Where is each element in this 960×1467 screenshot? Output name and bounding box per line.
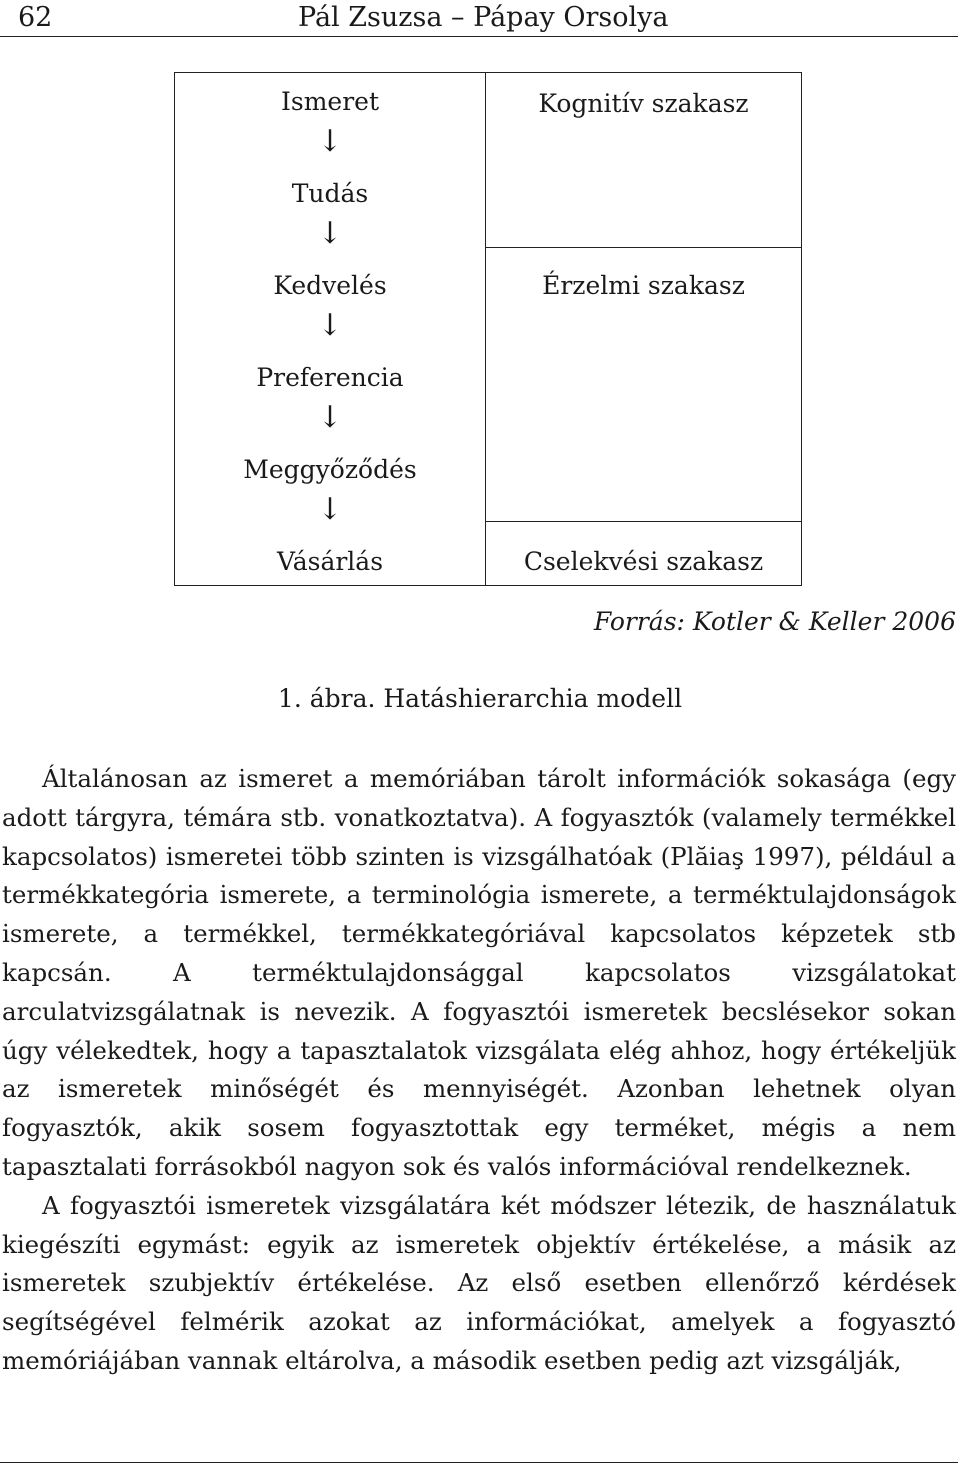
body-text <box>2 760 956 1381</box>
hierarchy-figure <box>174 72 802 586</box>
step-tudas: Tudás <box>291 179 369 208</box>
footer-rule <box>0 1462 958 1463</box>
down-arrow-icon: ↓ <box>317 308 343 343</box>
step-meggyozodes: Meggyőződés <box>243 455 417 484</box>
down-arrow-icon: ↓ <box>317 216 343 251</box>
paragraph: Általánosan az ismeret a memóriában tárolt információk sokasága (egy adott tárgyra, témára stb. vonatkoztatva). A fogyasztók (valamely termékkel kapcsolatos) ismeretei több szinten is vizsgálhatóak (Plăiaş 1997), például a termékkategória ismerete, a terminológia ismerete, a terméktulajdonságok ismerete, a termékkel, termékkategóriával kapcsolatos képzetek stb kapcsán. A terméktulajdonsággal kapcsolatos vizsgálatokat arculatvizsgálatnak is nevezik. A fogyasztói ismeretek becslésekor sokan úgy vélekedtek, hogy a tapasztalatok vizsgálata elég ahhoz, hogy értékeljük az ismeretek minőségét és mennyiségét. Azonban lehetnek olyan fogyasztók, akik sosem fogyasztottak egy terméket, mégis a nem tapasztalati forrásokból nagyon sok és valós információval rendelkeznek. <box>2 764 956 1181</box>
stage-divider <box>486 247 801 248</box>
down-arrow-icon: ↓ <box>317 492 343 527</box>
hierarchy-steps-column <box>174 72 486 586</box>
step-vasarlas: Vásárlás <box>276 547 384 576</box>
page-number: 62 <box>18 2 53 33</box>
stages-column <box>486 72 802 586</box>
page-header <box>0 0 958 37</box>
down-arrow-icon: ↓ <box>317 124 343 159</box>
step-ismeret: Ismeret <box>281 87 379 116</box>
step-kedveles: Kedvelés <box>273 271 387 300</box>
down-arrow-icon: ↓ <box>317 400 343 435</box>
stage-cselekvesi: Cselekvési szakasz <box>523 547 764 576</box>
stage-erzelmi: Érzelmi szakasz <box>542 271 745 300</box>
paragraph: A fogyasztói ismeretek vizsgálatára két módszer létezik, de használatuk kiegészíti egymást: egyik az ismeretek objektív értékelése, a másik az ismeretek szubjektív értékelése. Az első esetben ellenőrző kérdések segítségével felmérik azokat az információkat, amelyek a fogyasztó memóriájában vannak eltárolva, a második esetben pedig azt vizsgálják, <box>2 1190 956 1375</box>
running-head: Pál Zsuzsa – Pápay Orsolya <box>298 2 669 33</box>
stage-kognitiv: Kognitív szakasz <box>538 89 749 118</box>
figure-source: Forrás: Kotler & Keller 2006 <box>593 607 956 636</box>
step-preferencia: Preferencia <box>256 363 404 392</box>
figure-caption: 1. ábra. Hatáshierarchia modell <box>277 684 683 713</box>
stage-divider <box>486 521 801 522</box>
